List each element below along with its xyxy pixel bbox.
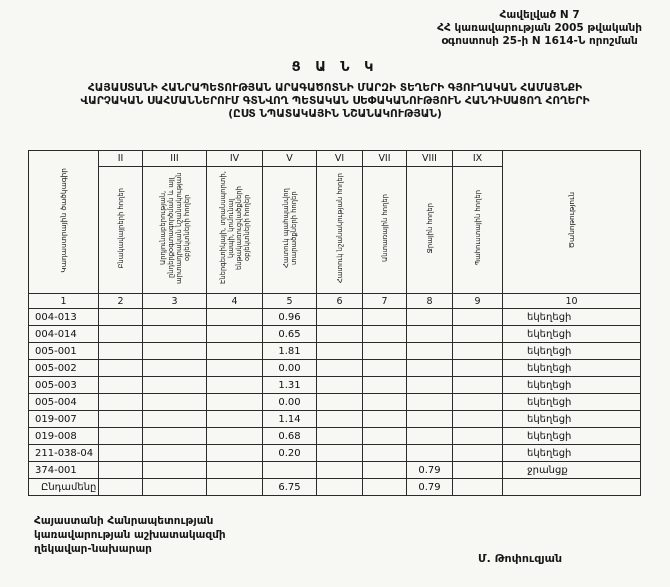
table-row (29, 445, 641, 462)
area-value-cell (143, 343, 207, 360)
area-value-cell (207, 360, 263, 377)
table-row (29, 377, 641, 394)
appendix-decree-line: օգոստոսի 25-ի N 1614-Ն որոշման (441, 35, 638, 47)
area-value-cell (317, 411, 363, 428)
roman-numeral-VI: VI (317, 151, 363, 167)
area-value-cell (407, 411, 453, 428)
roman-numeral-row (29, 151, 641, 167)
area-value-cell: 6.75 (263, 479, 317, 496)
area-value-cell: 0.20 (263, 445, 317, 462)
area-value-cell (143, 445, 207, 462)
area-value-cell (317, 326, 363, 343)
area-value-cell (453, 479, 503, 496)
area-value-cell (407, 394, 453, 411)
area-value-cell: 0.79 (407, 479, 453, 496)
area-value-cell (317, 394, 363, 411)
cadastral-code-cell: Ընդամենը (29, 479, 99, 496)
col-number-1: 1 (29, 294, 99, 309)
col-header-settlement-lands (99, 167, 143, 294)
note-cell: եկեղեցի (503, 394, 641, 411)
area-value-cell (143, 309, 207, 326)
table-row (29, 462, 641, 479)
area-value-cell: 0.96 (263, 309, 317, 326)
cadastral-code-cell: 005-003 (29, 377, 99, 394)
settlement-lands-label: Բնակավայրերի հողեր (116, 187, 125, 269)
area-value-cell (143, 411, 207, 428)
area-value-cell (317, 309, 363, 326)
forest-lands-label: Անտառային հողեր (380, 194, 389, 262)
area-value-cell (317, 479, 363, 496)
signatory-block (34, 514, 226, 556)
area-value-cell (99, 326, 143, 343)
col-number-10: 10 (503, 294, 641, 309)
cadastral-code-cell: 005-002 (29, 360, 99, 377)
col-number-8: 8 (407, 294, 453, 309)
area-value-cell (317, 428, 363, 445)
protected-area-lands-label: Հատուկ պահպանվող տարածքների հողեր (281, 188, 298, 268)
area-value-cell (99, 445, 143, 462)
document-subtitle-3: (ԸՍՏ ՆՊԱՏԱԿԱՅԻՆ ՆՇԱՆԱԿՈՒԹՅԱՆ) (228, 108, 442, 120)
area-value-cell (453, 411, 503, 428)
cadastral-code-label: Կադաստրային ծածկագիր (58, 168, 68, 273)
area-value-cell (99, 377, 143, 394)
area-value-cell (207, 462, 263, 479)
area-value-cell: 0.79 (407, 462, 453, 479)
roman-numeral-III: III (143, 151, 207, 167)
area-value-cell (99, 428, 143, 445)
area-value-cell (453, 360, 503, 377)
area-value-cell (453, 343, 503, 360)
area-value-cell (143, 377, 207, 394)
note-cell: եկեղեցի (503, 445, 641, 462)
industrial-lands-label: Արդյունաբերության, ընդերքօգտագործման և այլ արտադրական նշանակության օբյեկտների հողեր (158, 172, 191, 284)
area-value-cell (363, 445, 407, 462)
col-header-water-lands (407, 167, 453, 294)
col-number-2: 2 (99, 294, 143, 309)
area-value-cell (363, 479, 407, 496)
area-value-cell (317, 462, 363, 479)
area-value-cell (207, 445, 263, 462)
col-header-reserve-lands (453, 167, 503, 294)
col-header-note (503, 151, 641, 294)
cadastral-code-cell: 019-008 (29, 428, 99, 445)
area-value-cell: 0.65 (263, 326, 317, 343)
col-number-7: 7 (363, 294, 407, 309)
area-value-cell (453, 326, 503, 343)
area-value-cell (207, 479, 263, 496)
cadastral-code-cell: 005-004 (29, 394, 99, 411)
area-value-cell (407, 326, 453, 343)
signatory-line-3: ղեկավար-նախարար (34, 543, 152, 555)
table-row (29, 411, 641, 428)
area-value-cell (363, 462, 407, 479)
cadastral-code-cell: 004-014 (29, 326, 99, 343)
area-value-cell (207, 309, 263, 326)
area-value-cell (453, 428, 503, 445)
area-value-cell (207, 411, 263, 428)
area-value-cell (317, 445, 363, 462)
note-cell: եկեղեցի (503, 428, 641, 445)
signatory-line-1: Հայաստանի Հանրապետության (34, 515, 214, 527)
area-value-cell (207, 428, 263, 445)
area-value-cell (143, 326, 207, 343)
total-row (29, 479, 641, 496)
column-number-row (29, 294, 641, 309)
area-value-cell: 1.81 (263, 343, 317, 360)
roman-numeral-II: II (99, 151, 143, 167)
area-value-cell (363, 411, 407, 428)
roman-numeral-V: V (263, 151, 317, 167)
area-value-cell (207, 326, 263, 343)
area-value-cell (453, 462, 503, 479)
area-value-cell (99, 309, 143, 326)
area-value-cell (453, 377, 503, 394)
area-value-cell (407, 309, 453, 326)
area-value-cell: 0.00 (263, 394, 317, 411)
area-value-cell (363, 309, 407, 326)
area-value-cell: 1.31 (263, 377, 317, 394)
note-cell (503, 479, 641, 496)
appendix-header (437, 9, 642, 48)
area-value-cell: 1.14 (263, 411, 317, 428)
col-header-protected-area-lands (263, 167, 317, 294)
area-value-cell (363, 326, 407, 343)
signatory-line-2: կառավարության աշխատակազմի (34, 529, 226, 541)
area-value-cell (453, 445, 503, 462)
area-value-cell (99, 394, 143, 411)
table-row (29, 326, 641, 343)
area-value-cell (407, 377, 453, 394)
area-value-cell (207, 394, 263, 411)
roman-numeral-VIII: VIII (407, 151, 453, 167)
area-value-cell: 0.00 (263, 360, 317, 377)
cadastral-code-cell: 004-013 (29, 309, 99, 326)
area-value-cell (207, 343, 263, 360)
area-value-cell (143, 394, 207, 411)
cadastral-code-cell: 211-038-04 (29, 445, 99, 462)
area-value-cell (207, 377, 263, 394)
appendix-number: Հավելված N 7 (499, 9, 580, 21)
area-value-cell (143, 462, 207, 479)
land-table (28, 150, 641, 496)
cadastral-code-cell: 374-001 (29, 462, 99, 479)
special-purpose-lands-label: Հատուկ նշանակության հողեր (335, 172, 344, 284)
area-value-cell (317, 377, 363, 394)
area-value-cell (453, 309, 503, 326)
area-value-cell (143, 360, 207, 377)
col-number-5: 5 (263, 294, 317, 309)
col-number-9: 9 (453, 294, 503, 309)
document-subtitle-1: ՀԱՅԱՍՏԱՆԻ ՀԱՆՐԱՊԵՏՈՒԹՅԱՆ ԱՐԱԳԱԾՈՏՆԻ ՄԱՐԶԻ ՏԵՂԵՐԻ ԳՅՈՒՂԱԿԱՆ ՀԱՄԱՅՆՔԻ (87, 82, 583, 94)
col-header-infrastructure-lands (207, 167, 263, 294)
infrastructure-lands-label: Էներգետիկայի, տրանսպորտի, կապի, կոմունալ ենթակառուցվածքների օբյեկտների հողեր (218, 171, 251, 285)
roman-numeral-IX: IX (453, 151, 503, 167)
area-value-cell (143, 428, 207, 445)
reserve-lands-label: Պահուստային հողեր (473, 190, 482, 266)
area-value-cell (317, 360, 363, 377)
table-row (29, 360, 641, 377)
title-block (0, 60, 670, 121)
area-value-cell (453, 394, 503, 411)
area-value-cell: 0.68 (263, 428, 317, 445)
area-value-cell (363, 377, 407, 394)
area-value-cell (407, 360, 453, 377)
area-value-cell (99, 411, 143, 428)
area-value-cell (363, 428, 407, 445)
table-row (29, 394, 641, 411)
area-value-cell (317, 343, 363, 360)
col-header-special-purpose-lands (317, 167, 363, 294)
area-value-cell (99, 462, 143, 479)
area-value-cell (363, 360, 407, 377)
area-value-cell (99, 479, 143, 496)
area-value-cell (363, 343, 407, 360)
signature-name: Մ. Թոփուզյան (478, 552, 563, 565)
col-header-industrial-lands (143, 167, 207, 294)
note-cell: եկեղեցի (503, 360, 641, 377)
note-label: Ծանոթություն (566, 192, 576, 249)
area-value-cell (407, 445, 453, 462)
note-cell: եկեղեցի (503, 309, 641, 326)
col-number-3: 3 (143, 294, 207, 309)
area-value-cell (143, 479, 207, 496)
document-subtitle-2: ՎԱՐՉԱԿԱՆ ՍԱՀՄԱՆՆԵՐՈՒՄ ԳՏՆՎՈՂ ՊԵՏԱԿԱՆ ՍԵՓԱԿԱՆՈՒԹՅՈՒՆ ՀԱՆԴԻՍԱՑՈՂ ՀՈՂԵՐԻ (80, 95, 590, 107)
table-row (29, 428, 641, 445)
note-cell: եկեղեցի (503, 377, 641, 394)
col-header-forest-lands (363, 167, 407, 294)
cadastral-code-cell: 019-007 (29, 411, 99, 428)
table-row (29, 309, 641, 326)
col-number-4: 4 (207, 294, 263, 309)
area-value-cell (407, 343, 453, 360)
area-value-cell (407, 428, 453, 445)
area-value-cell (263, 462, 317, 479)
document-title: Ց Ա Ն Կ (291, 60, 379, 75)
note-cell: ջրանցք (503, 462, 641, 479)
table-row (29, 343, 641, 360)
roman-numeral-VII: VII (363, 151, 407, 167)
area-value-cell (99, 360, 143, 377)
col-number-6: 6 (317, 294, 363, 309)
area-value-cell (363, 394, 407, 411)
area-value-cell (99, 343, 143, 360)
note-cell: եկեղեցի (503, 326, 641, 343)
note-cell: եկեղեցի (503, 411, 641, 428)
water-lands-label: Ջրային հողեր (425, 202, 434, 254)
col-header-cadastral-code (29, 151, 99, 294)
cadastral-code-cell: 005-001 (29, 343, 99, 360)
note-cell: եկեղեցի (503, 343, 641, 360)
roman-numeral-IV: IV (207, 151, 263, 167)
appendix-government-line: ՀՀ կառավարության 2005 թվականի (437, 22, 642, 34)
